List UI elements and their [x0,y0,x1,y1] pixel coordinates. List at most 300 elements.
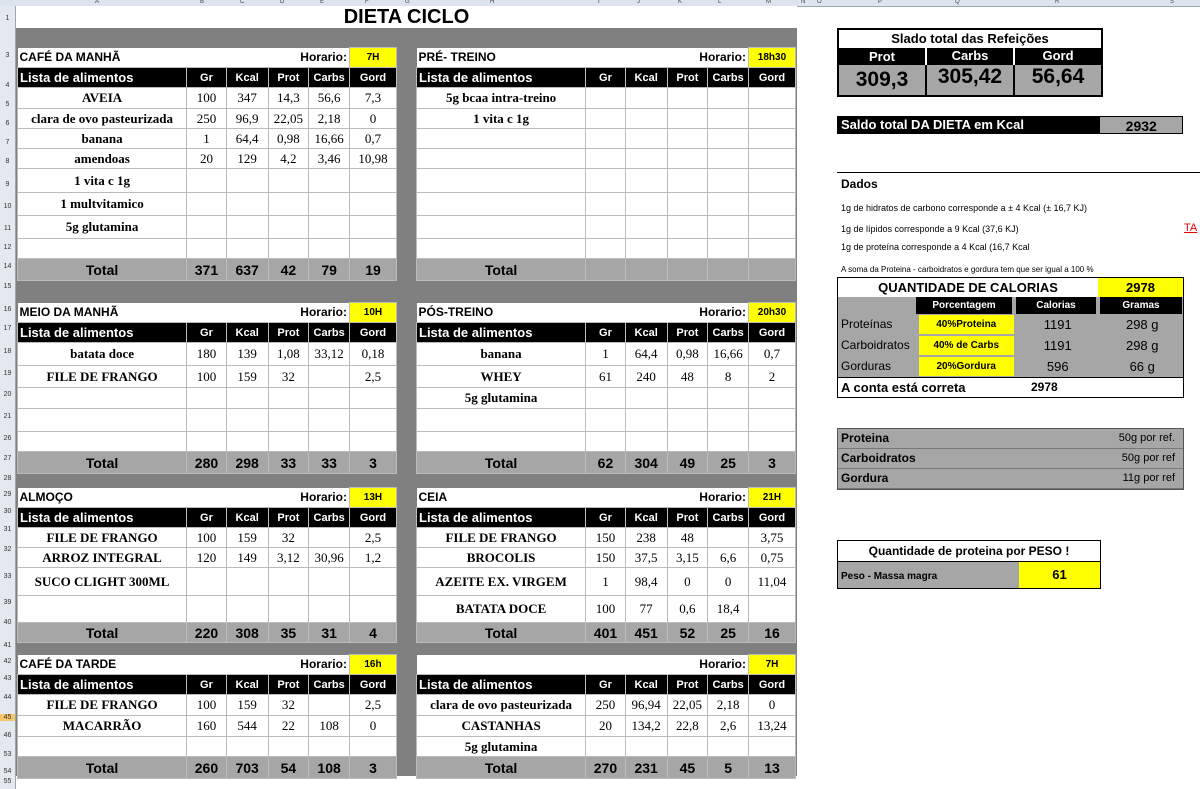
total-prot[interactable]: 49 [667,452,708,474]
food-kcal[interactable] [625,169,667,193]
saldo-kcal-value[interactable]: 2932 [1099,116,1183,134]
food-gord[interactable] [748,432,795,452]
total-gord[interactable] [748,259,795,281]
food-prot[interactable] [268,409,309,432]
total-kcal[interactable] [625,259,667,281]
total-gord[interactable]: 16 [748,623,795,643]
food-carbs[interactable] [309,737,350,757]
food-name[interactable]: 5g glutamina [417,737,586,757]
food-prot[interactable]: 0,6 [667,596,708,623]
food-kcal[interactable]: 149 [226,548,268,568]
macro-pct[interactable]: 20%Gordura [919,357,1014,376]
food-carbs[interactable]: 16,66 [309,129,350,149]
column-header-f[interactable]: F [365,0,369,5]
food-name[interactable] [18,432,187,452]
food-carbs[interactable]: 18,4 [708,596,749,623]
meal-title[interactable]: PRÉ- TREINO [417,48,668,68]
horario-value[interactable]: 21H [748,488,795,508]
prot-total[interactable]: 309,3 [839,65,927,95]
food-carbs[interactable]: 33,12 [309,343,350,366]
food-gr[interactable] [586,737,626,757]
total-gord[interactable]: 3 [748,452,795,474]
meal-title[interactable]: CEIA [417,488,668,508]
food-name[interactable] [417,239,586,259]
total-gord[interactable]: 4 [349,623,396,643]
food-prot[interactable]: 22,05 [268,109,309,129]
food-name[interactable]: 1 vita c 1g [18,169,187,193]
row-header-15[interactable]: 15 [3,283,12,290]
food-name[interactable] [417,169,586,193]
food-name[interactable] [18,388,187,409]
row-header-31[interactable]: 31 [3,526,12,533]
food-prot[interactable]: 0 [667,568,708,596]
food-gr[interactable] [187,169,227,193]
food-prot[interactable] [268,388,309,409]
food-name[interactable]: AZEITE EX. VIRGEM [417,568,586,596]
food-carbs[interactable] [708,169,749,193]
food-kcal[interactable]: 129 [226,149,268,169]
macro-g[interactable]: 298 g [1125,338,1159,353]
food-gord[interactable] [349,432,396,452]
food-carbs[interactable]: 2,18 [708,695,749,716]
food-gord[interactable]: 10,98 [349,149,396,169]
total-kcal[interactable]: 703 [226,757,268,779]
food-prot[interactable] [667,432,708,452]
food-gord[interactable] [748,129,795,149]
food-gord[interactable]: 0,18 [349,343,396,366]
food-prot[interactable] [667,169,708,193]
food-name[interactable] [417,432,586,452]
food-gr[interactable] [586,88,626,109]
food-gr[interactable] [586,109,626,129]
food-kcal[interactable]: 159 [226,366,268,388]
food-prot[interactable]: 3,15 [667,548,708,568]
macro-g[interactable]: 298 g [1125,317,1159,332]
food-gord[interactable]: 0,75 [748,548,795,568]
macro-cal[interactable]: 1191 [1043,338,1072,353]
sheet-title[interactable]: DIETA CICLO [16,6,797,28]
food-name[interactable]: MACARRÃO [18,716,187,737]
food-gord[interactable] [748,737,795,757]
row-header-14[interactable]: 14 [3,263,12,270]
column-header-q[interactable]: Q [955,0,960,5]
total-gr[interactable]: 280 [187,452,227,474]
food-carbs[interactable] [309,409,350,432]
total-prot[interactable]: 35 [268,623,309,643]
food-prot[interactable]: 32 [268,528,309,548]
food-carbs[interactable] [708,149,749,169]
food-name[interactable]: AVEIA [18,88,187,109]
food-name[interactable] [417,193,586,216]
food-name[interactable] [18,239,187,259]
horario-value[interactable]: 10H [349,303,396,323]
food-gr[interactable]: 61 [586,366,626,388]
food-gord[interactable]: 0 [349,716,396,737]
food-carbs[interactable] [708,193,749,216]
food-gord[interactable] [349,388,396,409]
row-header-43[interactable]: 43 [3,675,12,682]
food-carbs[interactable] [309,528,350,548]
food-gr[interactable] [187,239,227,259]
food-gord[interactable] [349,169,396,193]
row-header-53[interactable]: 53 [3,751,12,758]
food-prot[interactable]: 48 [667,528,708,548]
food-gord[interactable] [349,596,396,623]
food-prot[interactable] [667,109,708,129]
food-carbs[interactable] [309,216,350,239]
horario-value[interactable]: 7H [748,655,795,675]
food-prot[interactable] [667,88,708,109]
food-prot[interactable] [268,216,309,239]
food-gord[interactable] [349,193,396,216]
total-kcal[interactable]: 298 [226,452,268,474]
food-prot[interactable]: 14,3 [268,88,309,109]
food-kcal[interactable] [625,129,667,149]
food-carbs[interactable]: 3,46 [309,149,350,169]
food-prot[interactable] [667,216,708,239]
horario-value[interactable]: 7H [349,48,396,68]
food-gord[interactable] [748,239,795,259]
food-gord[interactable] [748,596,795,623]
total-prot[interactable]: 52 [667,623,708,643]
food-kcal[interactable]: 139 [226,343,268,366]
total-kcal[interactable]: 451 [625,623,667,643]
total-carbs[interactable]: 25 [708,452,749,474]
total-kcal[interactable]: 308 [226,623,268,643]
food-gr[interactable] [586,409,626,432]
food-prot[interactable]: 32 [268,366,309,388]
food-gord[interactable]: 3,75 [748,528,795,548]
total-gr[interactable]: 401 [586,623,626,643]
column-header-e[interactable]: E [320,0,325,5]
food-name[interactable]: FILE DE FRANGO [417,528,586,548]
row-header-16[interactable]: 16 [3,306,12,313]
row-header-41[interactable]: 41 [3,642,12,649]
food-kcal[interactable]: 96,9 [226,109,268,129]
porref-value[interactable]: 11g por ref [1122,472,1175,484]
food-kcal[interactable]: 347 [226,88,268,109]
food-kcal[interactable]: 98,4 [625,568,667,596]
row-header-40[interactable]: 40 [3,619,12,626]
total-gr[interactable] [586,259,626,281]
food-kcal[interactable]: 240 [625,366,667,388]
food-prot[interactable]: 0,98 [268,129,309,149]
food-gr[interactable] [187,216,227,239]
food-carbs[interactable] [309,432,350,452]
food-carbs[interactable] [309,366,350,388]
row-header-17[interactable]: 17 [3,325,12,332]
food-gord[interactable]: 2,5 [349,695,396,716]
total-prot[interactable]: 54 [268,757,309,779]
column-header-h[interactable]: H [490,0,495,5]
food-kcal[interactable] [625,193,667,216]
column-header-p[interactable]: P [878,0,883,5]
food-gord[interactable]: 0,7 [748,343,795,366]
meal-title[interactable]: PÓS-TREINO [417,303,668,323]
row-header-9[interactable]: 9 [5,181,10,188]
food-carbs[interactable]: 30,96 [309,548,350,568]
macro-cal[interactable]: 1191 [1043,317,1072,332]
food-name[interactable]: clara de ovo pasteurizada [18,109,187,129]
carbs-total[interactable]: 305,42 [927,65,1015,95]
column-header-a[interactable]: A [95,0,100,5]
food-name[interactable] [417,216,586,239]
meal-title[interactable] [417,655,668,675]
food-kcal[interactable]: 159 [226,695,268,716]
food-kcal[interactable] [226,568,268,596]
row-header-29[interactable]: 29 [3,491,12,498]
food-kcal[interactable]: 64,4 [625,343,667,366]
food-prot[interactable] [667,737,708,757]
food-gord[interactable] [349,216,396,239]
food-gr[interactable] [586,149,626,169]
food-carbs[interactable]: 6,6 [708,548,749,568]
food-gord[interactable]: 2,5 [349,528,396,548]
food-kcal[interactable]: 64,4 [226,129,268,149]
food-gord[interactable]: 2,5 [349,366,396,388]
row-header-19[interactable]: 19 [3,370,12,377]
food-kcal[interactable]: 37,5 [625,548,667,568]
food-kcal[interactable]: 159 [226,528,268,548]
food-carbs[interactable] [708,109,749,129]
food-gr[interactable] [586,216,626,239]
row-header-5[interactable]: 5 [5,101,10,108]
food-name[interactable]: 1 multvitamico [18,193,187,216]
food-gord[interactable] [748,216,795,239]
food-prot[interactable] [268,239,309,259]
food-name[interactable]: BATATA DOCE [417,596,586,623]
column-header-k[interactable]: K [678,0,683,5]
food-kcal[interactable] [226,596,268,623]
food-kcal[interactable] [625,737,667,757]
food-name[interactable]: banana [417,343,586,366]
food-prot[interactable] [268,193,309,216]
total-prot[interactable]: 42 [268,259,309,281]
food-name[interactable]: batata doce [18,343,187,366]
porref-value[interactable]: 50g por ref. [1118,432,1175,444]
food-prot[interactable]: 22,05 [667,695,708,716]
food-prot[interactable] [667,149,708,169]
food-gr[interactable]: 100 [187,88,227,109]
dados-edge-link[interactable]: TA [1184,222,1198,234]
food-kcal[interactable] [625,109,667,129]
food-prot[interactable]: 1,08 [268,343,309,366]
column-header-l[interactable]: L [718,0,722,5]
food-name[interactable]: 1 vita c 1g [417,109,586,129]
food-prot[interactable] [667,193,708,216]
meal-title[interactable]: CAFÉ DA TARDE [18,655,269,675]
food-gord[interactable]: 11,04 [748,568,795,596]
food-name[interactable]: FILE DE FRANGO [18,695,187,716]
meal-title[interactable]: CAFÉ DA MANHÃ [18,48,269,68]
food-carbs[interactable] [708,388,749,409]
column-header-o[interactable]: O [817,0,822,5]
food-carbs[interactable] [309,568,350,596]
food-name[interactable]: 5g glutamina [18,216,187,239]
total-gord[interactable]: 3 [349,757,396,779]
food-gr[interactable]: 150 [586,548,626,568]
row-header-28[interactable]: 28 [3,475,12,482]
food-prot[interactable]: 22 [268,716,309,737]
calorias-total[interactable]: 2978 [1098,278,1183,297]
food-carbs[interactable]: 2,6 [708,716,749,737]
total-gr[interactable]: 260 [187,757,227,779]
horario-value[interactable]: 16h [349,655,396,675]
food-kcal[interactable] [226,409,268,432]
food-gr[interactable] [187,596,227,623]
food-gord[interactable] [748,149,795,169]
food-kcal[interactable] [226,216,268,239]
food-carbs[interactable] [309,193,350,216]
food-gr[interactable]: 180 [187,343,227,366]
food-prot[interactable]: 0,98 [667,343,708,366]
food-kcal[interactable] [625,149,667,169]
food-gord[interactable] [748,109,795,129]
food-carbs[interactable] [708,88,749,109]
food-carbs[interactable] [309,169,350,193]
food-carbs[interactable]: 56,6 [309,88,350,109]
row-header-4[interactable]: 4 [5,82,10,89]
total-carbs[interactable]: 33 [309,452,350,474]
row-header-7[interactable]: 7 [5,139,10,146]
food-carbs[interactable]: 2,18 [309,109,350,129]
food-name[interactable] [417,129,586,149]
row-header-6[interactable]: 6 [5,120,10,127]
food-prot[interactable] [667,239,708,259]
food-gr[interactable] [187,432,227,452]
food-gr[interactable]: 100 [187,695,227,716]
food-gr[interactable] [187,388,227,409]
food-gord[interactable]: 1,2 [349,548,396,568]
row-header-18[interactable]: 18 [3,348,12,355]
total-carbs[interactable]: 31 [309,623,350,643]
food-gr[interactable]: 20 [586,716,626,737]
food-kcal[interactable] [625,388,667,409]
row-header-32[interactable]: 32 [3,546,12,553]
food-name[interactable] [417,409,586,432]
food-name[interactable]: amendoas [18,149,187,169]
column-header-c[interactable]: C [240,0,245,5]
horario-value[interactable]: 13H [349,488,396,508]
food-gord[interactable] [349,409,396,432]
food-kcal[interactable] [625,88,667,109]
food-kcal[interactable] [226,432,268,452]
food-name[interactable] [18,737,187,757]
food-gr[interactable] [187,193,227,216]
food-prot[interactable]: 3,12 [268,548,309,568]
food-name[interactable]: WHEY [417,366,586,388]
food-carbs[interactable] [708,737,749,757]
food-prot[interactable] [268,737,309,757]
food-name[interactable]: ARROZ INTEGRAL [18,548,187,568]
column-header-i[interactable]: I [598,0,600,5]
food-carbs[interactable] [708,432,749,452]
food-gr[interactable]: 100 [586,596,626,623]
food-kcal[interactable] [226,239,268,259]
total-kcal[interactable]: 637 [226,259,268,281]
food-prot[interactable] [667,409,708,432]
food-gr[interactable] [586,239,626,259]
food-gr[interactable] [586,432,626,452]
row-header-55[interactable]: 55 [3,778,12,785]
food-carbs[interactable]: 8 [708,366,749,388]
column-header-s[interactable]: S [1170,0,1175,5]
food-gr[interactable] [187,409,227,432]
total-carbs[interactable]: 5 [708,757,749,779]
column-header-j[interactable]: J [637,0,640,5]
gord-total[interactable]: 56,64 [1015,65,1101,95]
food-name[interactable]: SUCO CLIGHT 300ML [18,568,187,596]
food-gr[interactable] [586,169,626,193]
total-kcal[interactable]: 231 [625,757,667,779]
food-carbs[interactable] [708,129,749,149]
row-header-3[interactable]: 3 [5,52,10,59]
column-header-g[interactable]: G [405,0,410,5]
food-name[interactable]: FILE DE FRANGO [18,366,187,388]
meal-title[interactable]: ALMOÇO [18,488,269,508]
food-gr[interactable] [586,388,626,409]
food-carbs[interactable] [309,239,350,259]
food-name[interactable]: 5g glutamina [417,388,586,409]
food-kcal[interactable]: 134,2 [625,716,667,737]
check-value[interactable]: 2978 [1031,380,1058,394]
column-header-d[interactable]: D [280,0,285,5]
food-gord[interactable] [349,239,396,259]
row-header-1[interactable]: 1 [5,15,10,22]
food-carbs[interactable] [708,239,749,259]
column-header-n[interactable]: N [801,0,806,5]
total-carbs[interactable]: 79 [309,259,350,281]
food-prot[interactable]: 22,8 [667,716,708,737]
food-kcal[interactable] [226,169,268,193]
food-carbs[interactable] [708,409,749,432]
food-kcal[interactable] [226,737,268,757]
food-gr[interactable]: 1 [586,568,626,596]
total-gord[interactable]: 19 [349,259,396,281]
food-gord[interactable]: 0 [748,695,795,716]
food-carbs[interactable]: 108 [309,716,350,737]
row-header-54[interactable]: 54 [3,768,12,775]
row-header-42[interactable]: 42 [3,658,12,665]
food-kcal[interactable] [625,239,667,259]
food-gr[interactable]: 250 [187,109,227,129]
row-header-39[interactable]: 39 [3,599,12,606]
horario-value[interactable]: 18h30 [748,48,795,68]
food-gord[interactable]: 7,3 [349,88,396,109]
food-kcal[interactable] [625,216,667,239]
food-kcal[interactable]: 238 [625,528,667,548]
food-name[interactable] [18,409,187,432]
food-gr[interactable]: 250 [586,695,626,716]
row-header-12[interactable]: 12 [3,244,12,251]
food-gr[interactable] [586,129,626,149]
row-header-11[interactable]: 11 [3,225,12,232]
column-header-b[interactable]: B [200,0,205,5]
food-gord[interactable] [349,737,396,757]
food-gord[interactable]: 0 [349,109,396,129]
macro-pct[interactable]: 40% de Carbs [919,336,1014,355]
food-kcal[interactable]: 544 [226,716,268,737]
row-header-26[interactable]: 26 [3,435,12,442]
food-carbs[interactable]: 16,66 [708,343,749,366]
food-gr[interactable]: 120 [187,548,227,568]
food-prot[interactable]: 32 [268,695,309,716]
food-name[interactable]: clara de ovo pasteurizada [417,695,586,716]
porref-value[interactable]: 50g por ref [1121,452,1175,464]
total-gr[interactable]: 270 [586,757,626,779]
food-kcal[interactable]: 96,94 [625,695,667,716]
total-gord[interactable]: 13 [748,757,795,779]
